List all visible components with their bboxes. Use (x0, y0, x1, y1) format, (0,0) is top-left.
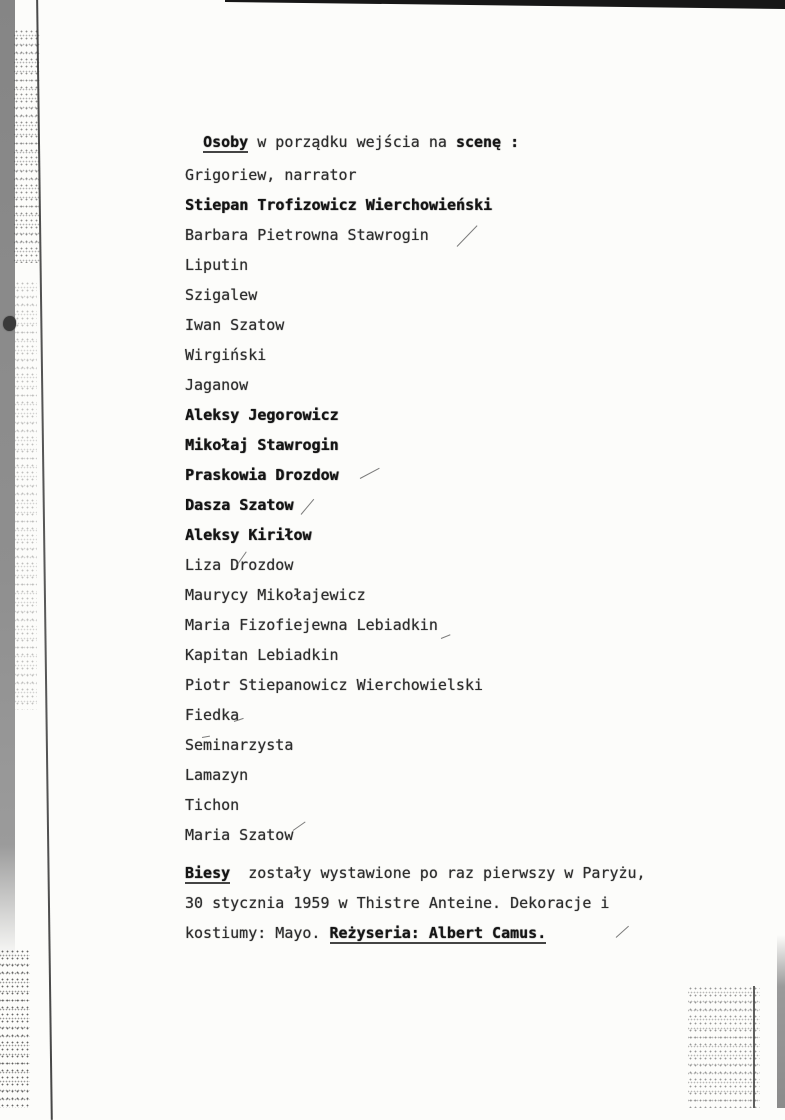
cast-member: Praskowia Drozdow (185, 466, 339, 484)
scan-noise-top-left (14, 28, 40, 263)
cast-member: Maurycy Mikołajewicz (185, 586, 366, 604)
scan-noise-mid-left (15, 280, 37, 710)
note-text: kostiumy: Mayo. (185, 924, 330, 942)
title-underlined-word: Osoby (203, 133, 249, 151)
page-title (185, 97, 519, 157)
cast-member: Wirgiński (185, 346, 267, 364)
ink-blot (3, 316, 16, 331)
cast-member: Szigalew (185, 286, 258, 304)
note-text: 30 stycznia 1959 w Thistre Anteine. Dekoracje i (185, 894, 610, 912)
scan-noise-bottom-right (688, 985, 760, 1108)
scan-noise-bottom-left (0, 948, 30, 1108)
cast-member: Lamazyn (185, 766, 249, 784)
cast-member: Iwan Szatow (185, 316, 285, 334)
cast-member: Dasza Szatow (185, 496, 294, 514)
premiere-note-line (185, 888, 685, 918)
cast-member: Fiedka (185, 706, 240, 724)
premiere-note (185, 858, 685, 948)
emphasized-text: Reżyseria: Albert Camus. (329, 924, 547, 942)
cast-member: Jaganow (185, 376, 249, 394)
cast-member: Liza Drozdow (185, 556, 294, 574)
cast-member: Piotr Stiepanowicz Wierchowielski (185, 676, 484, 694)
note-text: zostały wystawione po raz pierwszy w Paryżu, (230, 864, 646, 882)
bottom-right-crease-line (753, 986, 755, 1108)
cast-member: Liputin (185, 256, 249, 274)
cast-member: Stiepan Trofizowicz Wierchowieński (185, 196, 493, 214)
emphasized-text: Biesy (185, 864, 231, 882)
cast-list (185, 160, 492, 850)
cast-member: Mikołaj Stawrogin (185, 436, 339, 454)
premiere-note-line (185, 858, 685, 888)
cast-member: Maria Fizofiejewna Lebiadkin (185, 616, 438, 634)
scanner-top-edge-strip (225, 0, 785, 9)
cast-member: Grigoriew, narrator (185, 166, 357, 184)
cast-member: Maria Szatow (185, 826, 294, 844)
title-bold-tail: scenę : (455, 133, 520, 151)
cast-member: Kapitan Lebiadkin (185, 646, 339, 664)
scanner-left-edge-band (0, 0, 15, 960)
cast-member: Aleksy Kiriłow (185, 526, 312, 544)
cast-member: Tichon (185, 796, 240, 814)
page-fold-line (36, 0, 53, 1120)
cast-member: Seminarzysta (185, 736, 294, 754)
cast-member: Aleksy Jegorowicz (185, 406, 339, 424)
cast-member: Barbara Pietrowna Stawrogin (185, 226, 429, 244)
premiere-note-line (185, 918, 685, 948)
scanner-right-edge-band (777, 935, 785, 1108)
title-middle-text: w porządku wejścia na (248, 133, 456, 151)
